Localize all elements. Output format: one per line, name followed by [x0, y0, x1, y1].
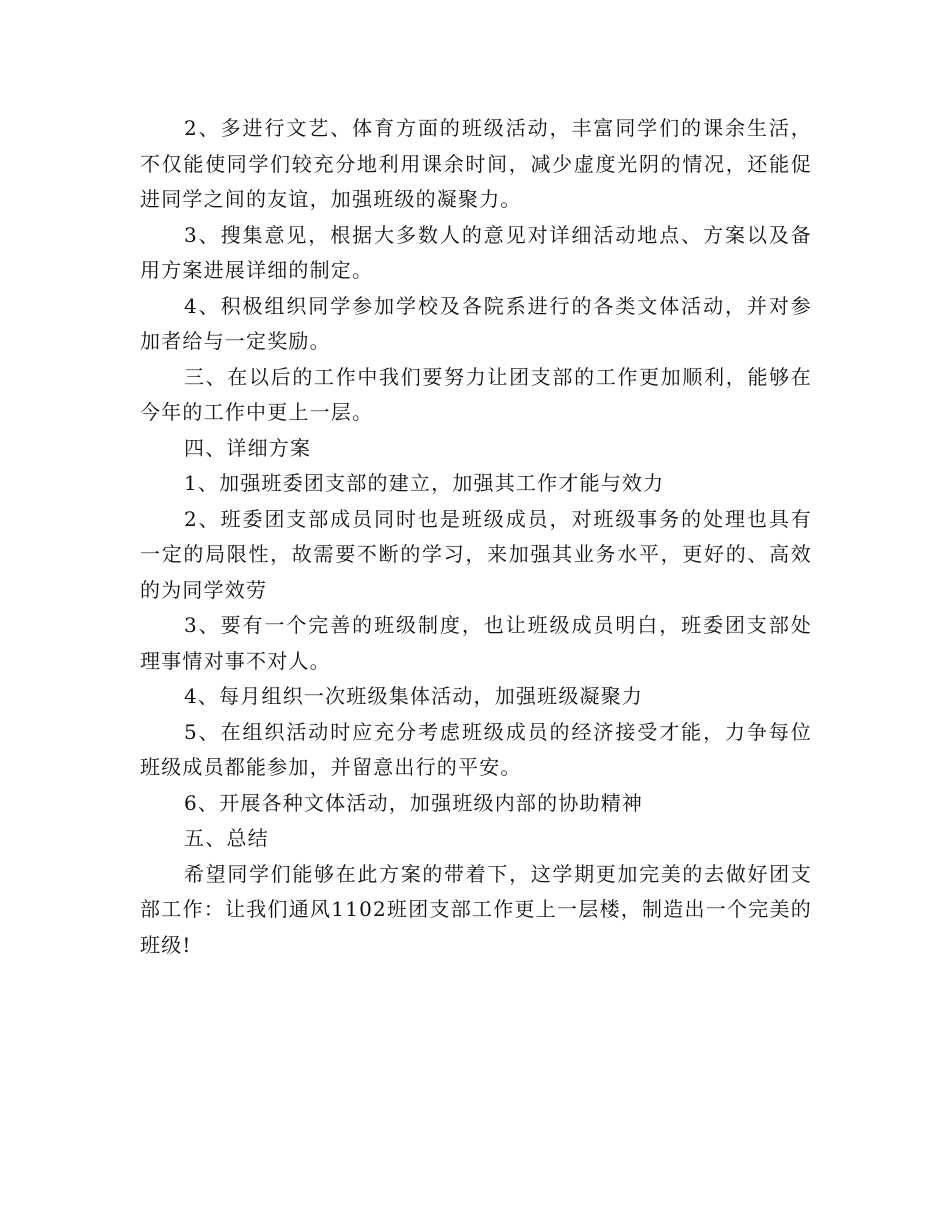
paragraph: 4、每月组织一次班级集体活动，加强班级凝聚力	[184, 684, 644, 708]
section-heading: 四、详细方案	[184, 435, 312, 460]
paragraph: 3、要有一个完善的班级制度，也让班级成员明白，班委团支部处理事情对事不对人。	[140, 613, 812, 673]
document-body	[140, 111, 812, 963]
paragraph: 希望同学们能够在此方案的带着下，这学期更加完美的去做好团支部工作：让我们通风1102班团支部工作更上一层楼，制造出一个完美的班级!	[140, 861, 812, 957]
paragraph: 3、搜集意见，根据大多数人的意见对详细活动地点、方案以及备用方案进展详细的制定。	[140, 222, 812, 282]
paragraph: 5、在组织活动时应充分考虑班级成员的经济接受才能，力争每位班级成员都能参加，并留意出行的平安。	[140, 719, 812, 779]
paragraph: 三、在以后的工作中我们要努力让团支部的工作更加顺利，能够在今年的工作中更上一层。	[140, 364, 812, 424]
paragraph: 2、班委团支部成员同时也是班级成员，对班级事务的处理也具有一定的局限性，故需要不断的学习，来加强其业务水平，更好的、高效的为同学效劳	[140, 506, 812, 602]
paragraph: 2、多进行文艺、体育方面的班级活动，丰富同学们的课余生活，不仅能使同学们较充分地利用课余时间，减少虚度光阴的情况，还能促进同学之间的友谊，加强班级的凝聚力。	[140, 116, 812, 211]
paragraph: 4、积极组织同学参加学校及各院系进行的各类文体活动，并对参加者给与一定奖励。	[140, 293, 812, 353]
paragraph: 6、开展各种文体活动，加强班级内部的协助精神	[184, 790, 644, 815]
section-heading: 五、总结	[184, 826, 269, 850]
paragraph: 1、加强班委团支部的建立，加强其工作才能与效力	[184, 471, 665, 495]
